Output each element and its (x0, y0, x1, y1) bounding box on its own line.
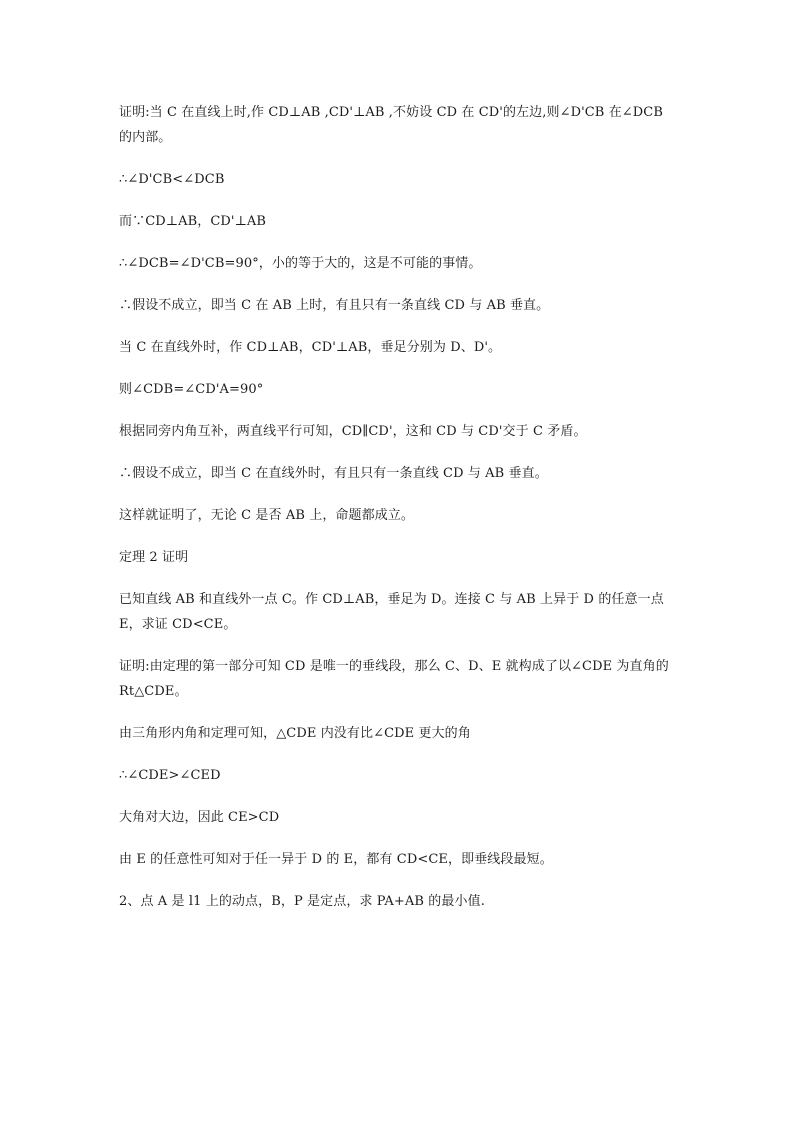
paragraph-proof-case-on-line: 证明:当 C 在直线上时,作 CD⊥AB ,CD'⊥AB ,不妨设 CD 在 CD'的左边,则∠D'CB 在∠DCB 的内部。 (119, 105, 664, 145)
paragraph-problem-2: 2、点 A 是 l1 上的动点，B，P 是定点，求 PA+AB 的最小值. (119, 894, 485, 909)
paragraph-perpendicular-given: 而∵CD⊥AB，CD'⊥AB (119, 214, 267, 229)
paragraph-right-angles: 则∠CDB=∠CD'A=90° (119, 382, 264, 397)
paragraph-conclusion-outside: ∴假设不成立，即当 C 在直线外时，有且只有一条直线 CD 与 AB 垂直。 (119, 466, 548, 481)
paragraph-side-comparison: 大角对大边，因此 CE>CD (119, 810, 280, 825)
paragraph-angle-comparison: ∴∠CDE>∠CED (119, 768, 221, 783)
paragraph-conclusion-on-line: ∴假设不成立，即当 C 在 AB 上时，有且只有一条直线 CD 与 AB 垂直。 (119, 298, 550, 313)
paragraph-contradiction: ∴∠DCB=∠D'CB=90°，小的等于大的，这是不可能的事情。 (119, 256, 482, 271)
heading-theorem-2-proof: 定理 2 证明 (119, 550, 189, 565)
paragraph-shortest-perpendicular: 由 E 的任意性可知对于任一异于 D 的 E，都有 CD<CE，即垂线段最短。 (119, 852, 553, 867)
paragraph-triangle-angle-sum: 由三角形内角和定理可知，△CDE 内没有比∠CDE 更大的角 (119, 726, 471, 741)
paragraph-theorem-2-given: 已知直线 AB 和直线外一点 C。作 CD⊥AB，垂足为 D。连接 C 与 AB 上异于 D 的任意一点 E，求证 CD<CE。 (119, 592, 664, 632)
paragraph-parallel-contradiction: 根据同旁内角互补，两直线平行可知，CD∥CD'，这和 CD 与 CD'交于 C 矛盾。 (119, 424, 587, 439)
paragraph-proof-case-outside: 当 C 在直线外时，作 CD⊥AB，CD'⊥AB，垂足分别为 D、D'。 (119, 340, 502, 355)
paragraph-theorem-2-proof: 证明:由定理的第一部分可知 CD 是唯一的垂线段，那么 C、D、E 就构成了以∠CDE 为直角的 Rt△CDE。 (119, 659, 669, 699)
document-body (119, 100, 679, 931)
paragraph-angle-inequality: ∴∠D'CB<∠DCB (119, 172, 225, 187)
paragraph-theorem-proved: 这样就证明了，无论 C 是否 AB 上，命题都成立。 (119, 508, 415, 523)
